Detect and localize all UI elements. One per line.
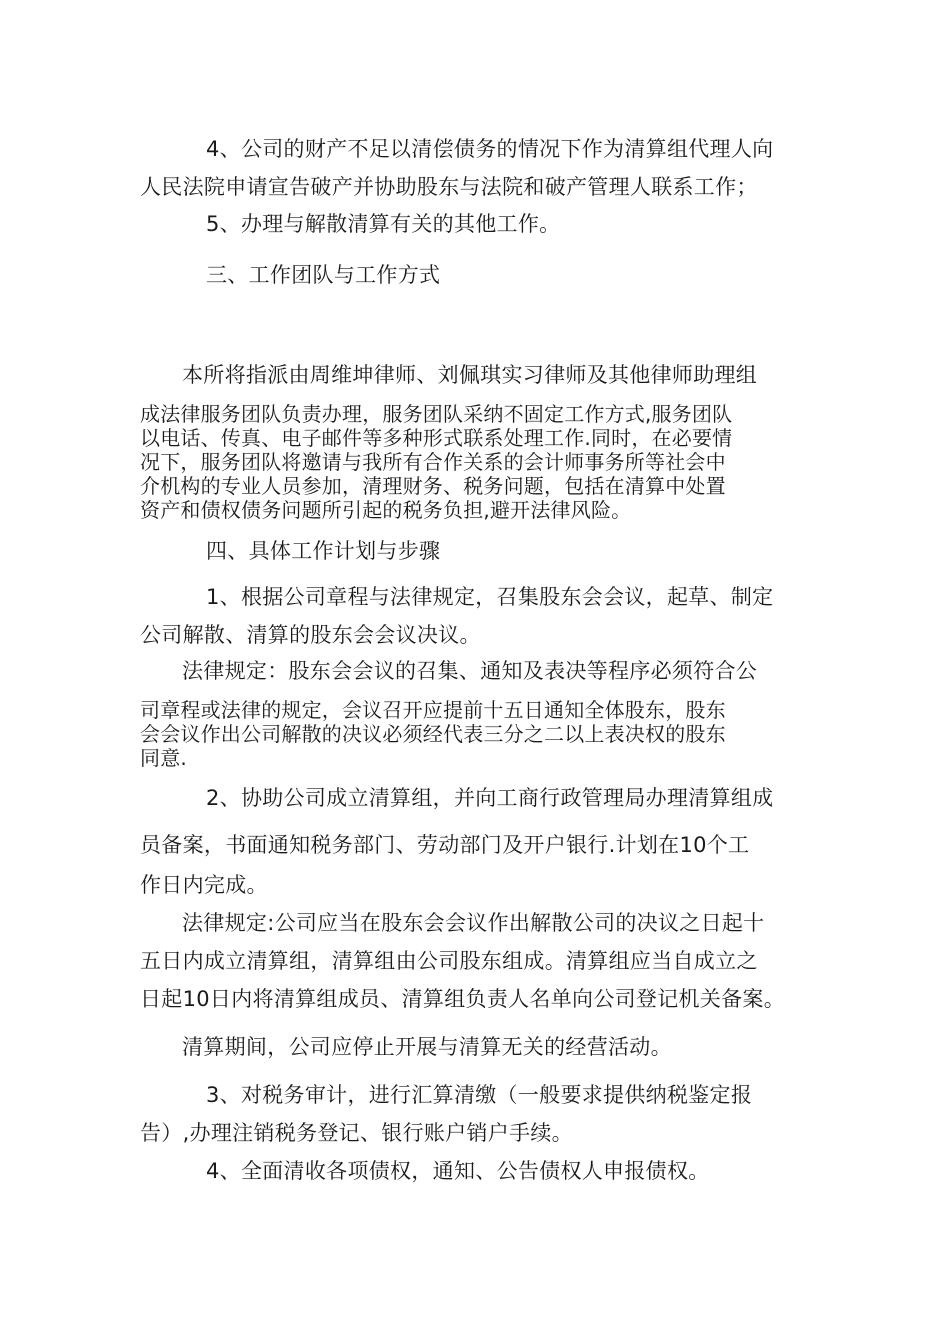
text-line: 会会议作出公司解散的决议必须经代表三分之二以上表决权的股东 (140, 722, 726, 746)
text-line: 2、协助公司成立清算组，并向工商行政管理局办理清算组成 (206, 786, 774, 810)
text-line: 司章程或法律的规定，会议召开应提前十五日通知全体股东，股东 (140, 698, 726, 722)
text-line: 清算期间，公司应停止开展与清算无关的经营活动。 (182, 1035, 672, 1059)
text-line: 公司解散、清算的股东会会议决议。 (140, 623, 481, 647)
text-line: 介机构的专业人员参加，清理财务、税务问题，包括在清算中处置 (140, 474, 726, 498)
text-line: 告）,办理注销税务登记、银行账户销户手续。 (140, 1121, 573, 1145)
text-line: 五日内成立清算组，清算组由公司股东组成。清算组应当自成立之 (140, 949, 758, 973)
text-line: 同意. (140, 746, 187, 770)
text-line: 1、根据公司章程与法律规定，召集股东会会议，起草、制定 (206, 585, 774, 609)
text-line: 况下，服务团队将邀请与我所有合作关系的会计师事务所等社会中 (140, 450, 726, 474)
text-line: 日起10日内将清算组成员、清算组负责人名单向公司登记机关备案。 (140, 987, 786, 1011)
text-line: 人民法院申请宣告破产并协助股东与法院和破产管理人联系工作； (140, 175, 758, 199)
text-line: 资产和债权债务问题所引起的税务负担,避开法律风险。 (140, 498, 632, 522)
text-line: 3、对税务审计，进行汇算清缴（一般要求提供纳税鉴定报 (206, 1083, 753, 1107)
section-heading: 三、工作团队与工作方式 (206, 263, 441, 287)
text-line: 本所将指派由周维坤律师、刘佩琪实习律师及其他律师助理组 (182, 363, 758, 387)
text-line: 法律规定：股东会会议的召集、通知及表决等程序必须符合公 (182, 659, 758, 683)
section-heading: 四、具体工作计划与步骤 (206, 539, 441, 563)
text-line: 作日内完成。 (140, 873, 268, 897)
text-line: 法律规定:公司应当在股东会会议作出解散公司的决议之日起十 (182, 911, 765, 935)
text-line: 5、办理与解散清算有关的其他工作。 (206, 212, 561, 236)
text-line: 4、全面清收各项债权，通知、公告债权人申报债权。 (206, 1159, 710, 1183)
text-line: 成法律服务团队负责办理，服务团队采纳不固定工作方式,服务团队 (140, 402, 733, 426)
text-line: 以电话、传真、电子邮件等多种形式联系处理工作.同时，在必要情 (140, 426, 733, 450)
text-line: 4、公司的财产不足以清偿债务的情况下作为清算组代理人向 (206, 137, 774, 161)
text-line: 员备案，书面通知税务部门、劳动部门及开户银行.计划在10个工 (140, 833, 750, 857)
